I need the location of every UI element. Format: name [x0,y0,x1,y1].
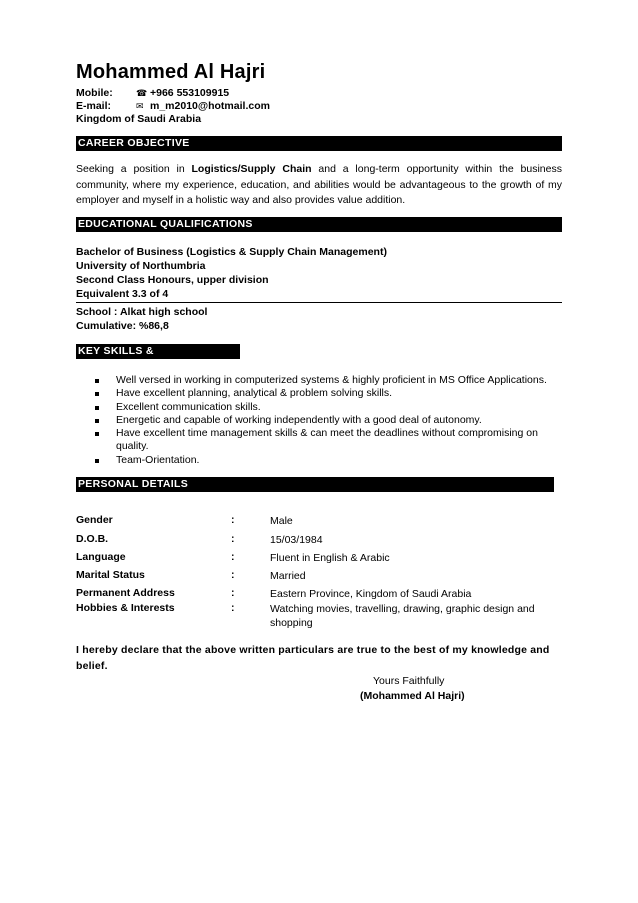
phone-icon: ☎ [136,88,148,98]
mobile-number: +966 553109915 [150,87,230,99]
detail-value: Married [270,570,306,582]
career-objective-heading: CAREER OBJECTIVE [76,136,562,151]
personal-details-heading: PERSONAL DETAILS [76,477,554,492]
divider [76,302,562,303]
detail-label: Marital Status [76,569,145,581]
detail-label: Hobbies & Interests [76,602,175,614]
cumulative: Cumulative: %86,8 [76,320,169,332]
envelope-icon: ✉ [136,101,144,111]
objective-highlight: Logistics/Supply Chain [191,163,312,175]
objective-text-start: Seeking a position in [76,163,192,175]
detail-label: Language [76,551,126,563]
detail-value: Fluent in English & Arabic [270,552,390,564]
detail-separator: : [231,533,235,545]
email-address: m_m2010@hotmail.com [150,100,270,112]
email-label: E-mail: [76,100,112,112]
bullet-icon [95,432,99,436]
skills-list [76,374,562,467]
gpa-equivalent: Equivalent 3.3 of 4 [76,288,169,300]
detail-separator: : [231,514,235,526]
detail-value: Male [270,515,293,527]
mobile-label: Mobile: [76,87,113,99]
detail-label: Permanent Address [76,587,175,599]
skill-text: Have excellent time management skills & can meet the deadlines without compromising on quality. [116,427,538,453]
school: School : Alkat high school [76,306,208,318]
detail-separator: : [231,551,235,563]
skill-item [76,374,562,387]
skill-item [76,387,562,400]
skill-item [76,401,562,414]
skills-heading: KEY SKILLS & COMPETENCIES [76,344,240,359]
skill-text: Have excellent planning, analytical & problem solving skills. [116,387,393,400]
skill-item [76,454,562,467]
candidate-name: Mohammed Al Hajri [76,61,266,83]
email-line [76,100,270,112]
bullet-icon [95,392,99,396]
education-heading: EDUCATIONAL QUALIFICATIONS [76,217,562,232]
skill-item [76,414,562,427]
bullet-icon [95,406,99,410]
bullet-icon [95,379,99,383]
skill-text: Excellent communication skills. [116,400,261,413]
skill-text: Energetic and capable of working independently with a good deal of autonomy. [116,413,482,426]
detail-value: Watching movies, travelling, drawing, graphic design and shopping [270,603,535,629]
signature-name: (Mohammed Al Hajri) [360,690,465,702]
detail-separator: : [231,569,235,581]
skill-item [76,427,562,454]
objective-text-end: and a long-term opportunity within the business community, where my experience, education, and abilities would be advantageous to the growth of my employer and myself in a holistic way and also provides value addition. [76,163,562,206]
bullet-icon [95,419,99,423]
detail-value: 15/03/1984 [270,534,323,546]
degree: Bachelor of Business (Logistics & Supply Chain Management) [76,246,387,258]
honours: Second Class Honours, upper division [76,274,269,286]
closing-text: Yours Faithfully [373,675,445,687]
skill-text: Well versed in working in computerized systems & highly proficient in MS Office Applications. [116,374,547,386]
declaration-text: I hereby declare that the above written particulars are true to the best of my knowledge and belief. [76,644,550,672]
university: University of Northumbria [76,260,206,272]
bullet-icon [95,459,99,463]
detail-value: Eastern Province, Kingdom of Saudi Arabia [270,588,472,600]
detail-separator: : [231,602,235,614]
detail-label: D.O.B. [76,533,109,545]
location-line: Kingdom of Saudi Arabia [76,113,202,125]
skill-text: Team-Orientation. [116,453,200,466]
career-objective-text [76,162,562,209]
detail-label: Gender [76,514,113,526]
mobile-line [76,87,229,99]
detail-separator: : [231,587,235,599]
